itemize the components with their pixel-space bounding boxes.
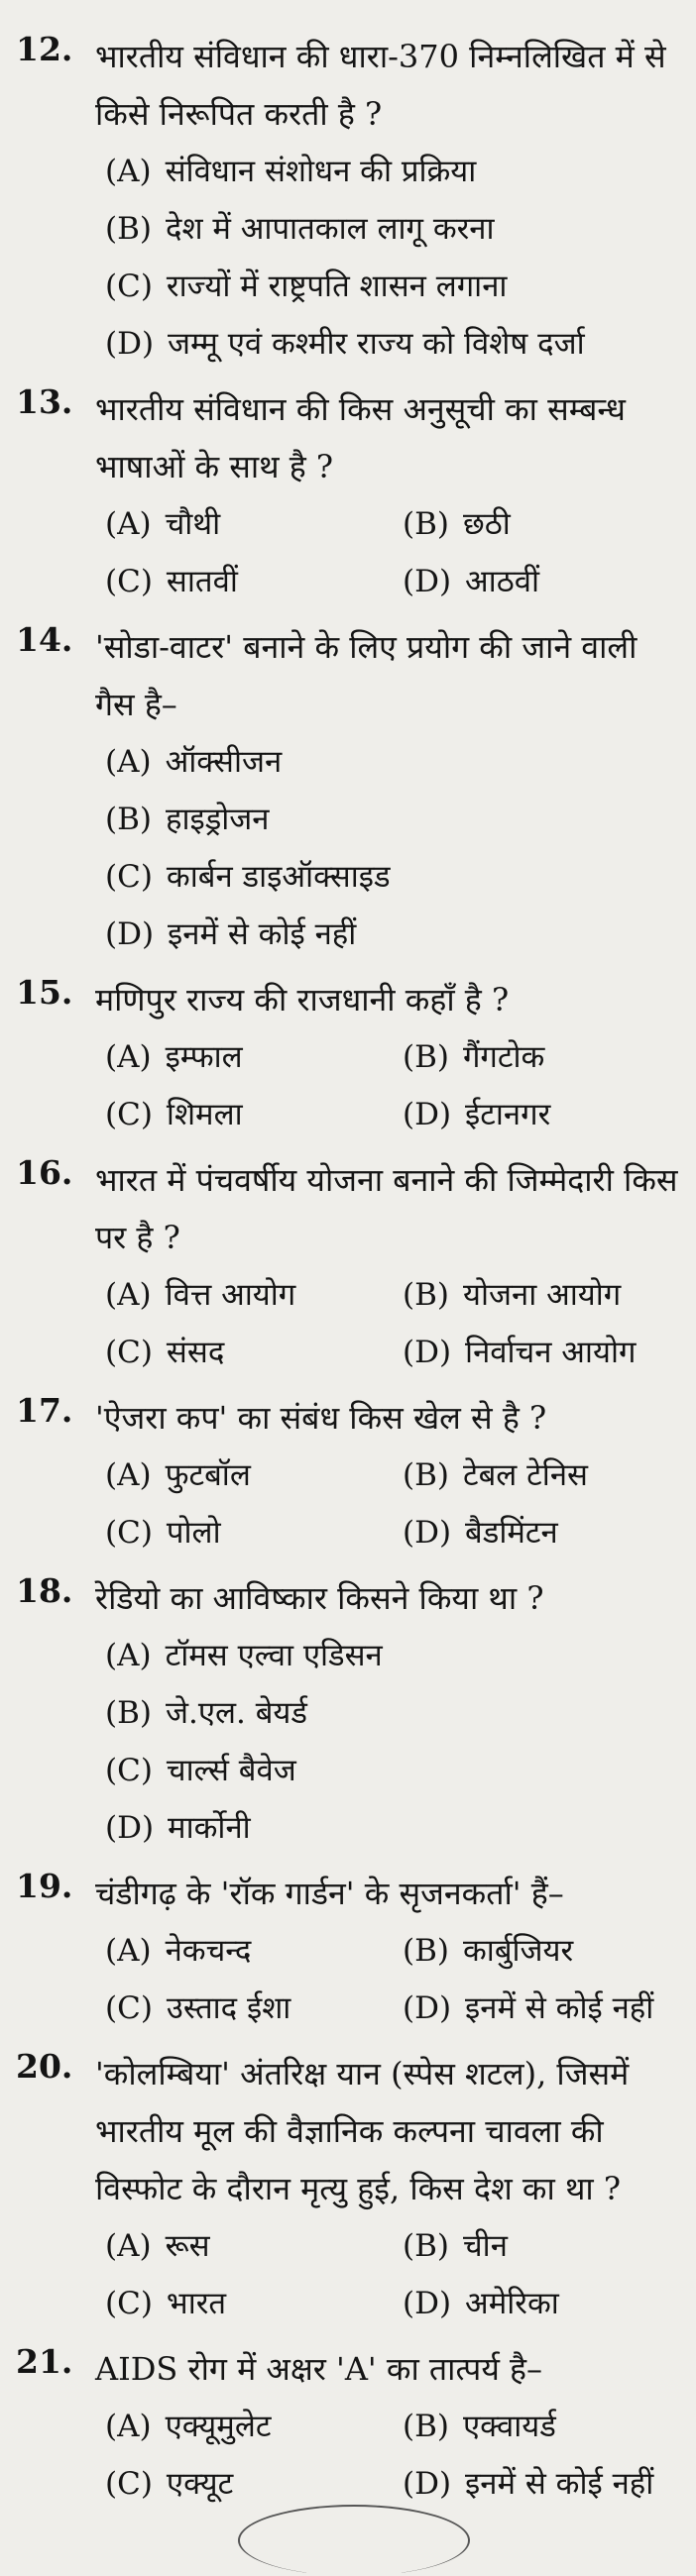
option-text: टेबल टेनिस [462, 1457, 588, 1493]
option-text: चार्ल्स बैवेज [166, 1753, 296, 1788]
question-text: रेडियो का आविष्कार किसने किया था ? [95, 1579, 544, 1617]
answer-option [403, 1028, 686, 1086]
question-number: 14. [16, 620, 73, 659]
option-label: (B) [403, 1457, 449, 1493]
option-list [95, 1266, 686, 1381]
page-edge-decoration [238, 2505, 470, 2576]
option-label: (A) [105, 154, 152, 189]
answer-option [105, 1447, 403, 1504]
answer-option [105, 1324, 403, 1381]
option-row [105, 2455, 686, 2513]
option-label: (A) [105, 506, 152, 542]
option-text: टॉमस एल्वा एडिसन [165, 1638, 383, 1673]
answer-option [105, 1980, 403, 2037]
option-label: (A) [105, 1933, 152, 1969]
question-number: 15. [16, 973, 73, 1012]
answer-option [403, 1086, 686, 1143]
option-row [105, 1922, 686, 1980]
option-text: इम्फाल [165, 1039, 243, 1075]
answer-option [105, 733, 686, 791]
question-item [16, 1569, 686, 1857]
option-text: बैडमिंटन [465, 1515, 558, 1551]
question-text: 'ऐजरा कप' का संबंध किस खेल से है ? [95, 1399, 547, 1437]
option-label: (C) [105, 1335, 153, 1370]
option-text: संसद [166, 1335, 225, 1370]
option-text: हाइड्रोजन [165, 802, 270, 837]
option-label: (B) [403, 1039, 449, 1075]
option-label: (A) [105, 1457, 152, 1493]
answer-option [403, 2217, 686, 2275]
option-label: (D) [105, 916, 155, 952]
question-item [16, 971, 686, 1143]
option-row [105, 1504, 686, 1561]
option-text: वित्त आयोग [165, 1277, 296, 1313]
answer-option [105, 200, 686, 258]
answer-option [105, 848, 686, 906]
option-row [105, 495, 686, 553]
answer-option [105, 258, 686, 315]
option-label: (C) [105, 2286, 153, 2321]
question-item [16, 1151, 686, 1381]
option-label: (B) [403, 506, 449, 542]
option-row [105, 1447, 686, 1504]
option-text: ईटानगर [465, 1097, 551, 1132]
answer-option [105, 1028, 403, 1086]
option-text: कार्बन डाइऑक्साइड [166, 859, 391, 895]
option-text: इनमें से कोई नहीं [465, 2466, 654, 2502]
answer-option [105, 2398, 403, 2455]
option-list [95, 1447, 686, 1561]
answer-option [105, 1684, 686, 1742]
option-text: रूस [165, 2228, 210, 2264]
option-label: (D) [105, 326, 155, 362]
option-label: (D) [403, 1990, 452, 2026]
question-number: 19. [16, 1867, 73, 1905]
option-label: (C) [105, 1097, 153, 1132]
option-text: एक्वायर्ड [462, 2409, 556, 2444]
question-text: भारत में पंचवर्षीय योजना बनाने की जिम्मेदारी किस पर है ? [95, 1161, 678, 1256]
answer-option [105, 1086, 403, 1143]
option-text: चीन [462, 2228, 508, 2264]
option-text: योजना आयोग [462, 1277, 622, 1313]
option-text: चौथी [165, 506, 221, 542]
option-list [95, 1627, 686, 1857]
question-item [16, 380, 686, 610]
option-text: इनमें से कोई नहीं [465, 1990, 654, 2026]
option-label: (C) [105, 1753, 153, 1788]
option-label: (C) [105, 1990, 153, 2026]
option-label: (C) [105, 2466, 153, 2502]
answer-option [105, 1742, 686, 1799]
question-number: 12. [16, 30, 73, 68]
option-label: (B) [403, 1933, 449, 1969]
option-text: गैंगटोक [462, 1039, 545, 1075]
option-text: पोलो [166, 1515, 221, 1551]
option-label: (B) [105, 802, 152, 837]
option-label: (C) [105, 268, 153, 304]
option-text: मार्कोनी [168, 1810, 251, 1846]
option-list [95, 1922, 686, 2037]
question-number: 17. [16, 1391, 73, 1430]
answer-option [403, 1504, 686, 1561]
answer-option [105, 2217, 403, 2275]
option-text: सातवीं [166, 564, 238, 599]
option-text: फुटबॉल [165, 1457, 251, 1493]
option-label: (A) [105, 2228, 152, 2264]
option-row [105, 1266, 686, 1324]
option-row [105, 1086, 686, 1143]
question-text: 'सोडा-वाटर' बनाने के लिए प्रयोग की जाने वाली गैस है– [95, 628, 638, 723]
question-text: भारतीय संविधान की धारा-370 निम्नलिखित में से किसे निरूपित करती है ? [95, 38, 666, 133]
answer-option [105, 315, 686, 373]
answer-option [105, 143, 686, 200]
option-label: (B) [403, 2228, 449, 2264]
option-row [105, 1028, 686, 1086]
option-text: निर्वाचन आयोग [465, 1335, 637, 1370]
option-text: राज्यों में राष्ट्रपति शासन लगाना [166, 268, 508, 304]
answer-option [403, 553, 686, 610]
option-text: जे.एल. बेयर्ड [165, 1695, 307, 1731]
question-text: AIDS रोग में अक्षर 'A' का तात्पर्य है– [95, 2350, 543, 2388]
option-label: (B) [105, 1695, 152, 1731]
question-text: भारतीय संविधान की किस अनुसूची का सम्बन्ध भाषाओं के साथ है ? [95, 390, 626, 485]
question-item [16, 618, 686, 963]
option-text: आठवीं [465, 564, 540, 599]
answer-option [105, 1627, 686, 1684]
answer-option [105, 1799, 686, 1857]
option-label: (A) [105, 1039, 152, 1075]
option-list [95, 733, 686, 963]
option-list [95, 143, 686, 373]
option-text: नेकचन्द [165, 1933, 252, 1969]
option-label: (D) [403, 2286, 452, 2321]
option-label: (D) [403, 1097, 452, 1132]
option-label: (A) [105, 2409, 152, 2444]
option-text: जम्मू एवं कश्मीर राज्य को विशेष दर्जा [168, 326, 585, 362]
option-text: संविधान संशोधन की प्रक्रिया [165, 154, 477, 189]
question-number: 18. [16, 1571, 73, 1610]
option-label: (B) [403, 2409, 449, 2444]
answer-option [105, 1922, 403, 1980]
answer-option [403, 2455, 686, 2513]
question-number: 20. [16, 2047, 73, 2086]
option-label: (D) [105, 1810, 155, 1846]
option-label: (A) [105, 744, 152, 780]
answer-option [105, 791, 686, 848]
option-list [95, 495, 686, 610]
answer-option [403, 495, 686, 553]
option-text: अमेरिका [465, 2286, 559, 2321]
option-text: एक्यूट [166, 2466, 234, 2502]
answer-option [403, 1447, 686, 1504]
answer-option [105, 906, 686, 963]
option-row [105, 2217, 686, 2275]
question-item [16, 2045, 686, 2332]
option-text: छठी [462, 506, 511, 542]
option-text: ऑक्सीजन [165, 744, 283, 780]
answer-option [105, 553, 403, 610]
option-row [105, 2398, 686, 2455]
question-list [16, 28, 686, 2513]
option-text: एक्यूमुलेट [165, 2409, 272, 2444]
option-row [105, 1980, 686, 2037]
question-item [16, 1389, 686, 1561]
answer-option [105, 2275, 403, 2332]
option-label: (D) [403, 2466, 452, 2502]
answer-option [105, 1266, 403, 1324]
answer-option [105, 1504, 403, 1561]
option-list [95, 2217, 686, 2332]
answer-option [403, 1980, 686, 2037]
answer-option [105, 495, 403, 553]
option-label: (C) [105, 859, 153, 895]
option-label: (C) [105, 564, 153, 599]
question-text: चंडीगढ़ के 'रॉक गार्डन' के सृजनकर्ता' हैं– [95, 1875, 564, 1912]
option-row [105, 1324, 686, 1381]
option-label: (B) [105, 211, 152, 247]
option-text: कार्बुजियर [462, 1933, 574, 1969]
option-list [95, 2398, 686, 2513]
answer-option [403, 2398, 686, 2455]
question-item [16, 2340, 686, 2513]
option-text: देश में आपातकाल लागू करना [165, 211, 495, 247]
question-text: 'कोलम्बिया' अंतरिक्ष यान (स्पेस शटल), जिसमें भारतीय मूल की वैज्ञानिक कल्पना चावला की विस्फोट के दौरान मृत्यु हुई, किस देश का था ? [95, 2055, 630, 2207]
answer-option [403, 2275, 686, 2332]
question-item [16, 1865, 686, 2037]
option-text: शिमला [166, 1097, 243, 1132]
option-row [105, 553, 686, 610]
option-row [105, 2275, 686, 2332]
answer-option [403, 1324, 686, 1381]
option-label: (D) [403, 564, 452, 599]
option-list [95, 1028, 686, 1143]
question-number: 21. [16, 2342, 73, 2381]
question-item [16, 28, 686, 373]
option-text: इनमें से कोई नहीं [168, 916, 357, 952]
option-text: भारत [166, 2286, 227, 2321]
option-label: (C) [105, 1515, 153, 1551]
option-text: उस्ताद ईशा [166, 1990, 291, 2026]
answer-option [403, 1266, 686, 1324]
option-label: (A) [105, 1638, 152, 1673]
option-label: (D) [403, 1335, 452, 1370]
question-number: 13. [16, 382, 73, 421]
question-number: 16. [16, 1153, 73, 1192]
answer-option [403, 1922, 686, 1980]
option-label: (D) [403, 1515, 452, 1551]
option-label: (B) [403, 1277, 449, 1313]
question-text: मणिपुर राज्य की राजधानी कहाँ है ? [95, 981, 510, 1019]
option-label: (A) [105, 1277, 152, 1313]
